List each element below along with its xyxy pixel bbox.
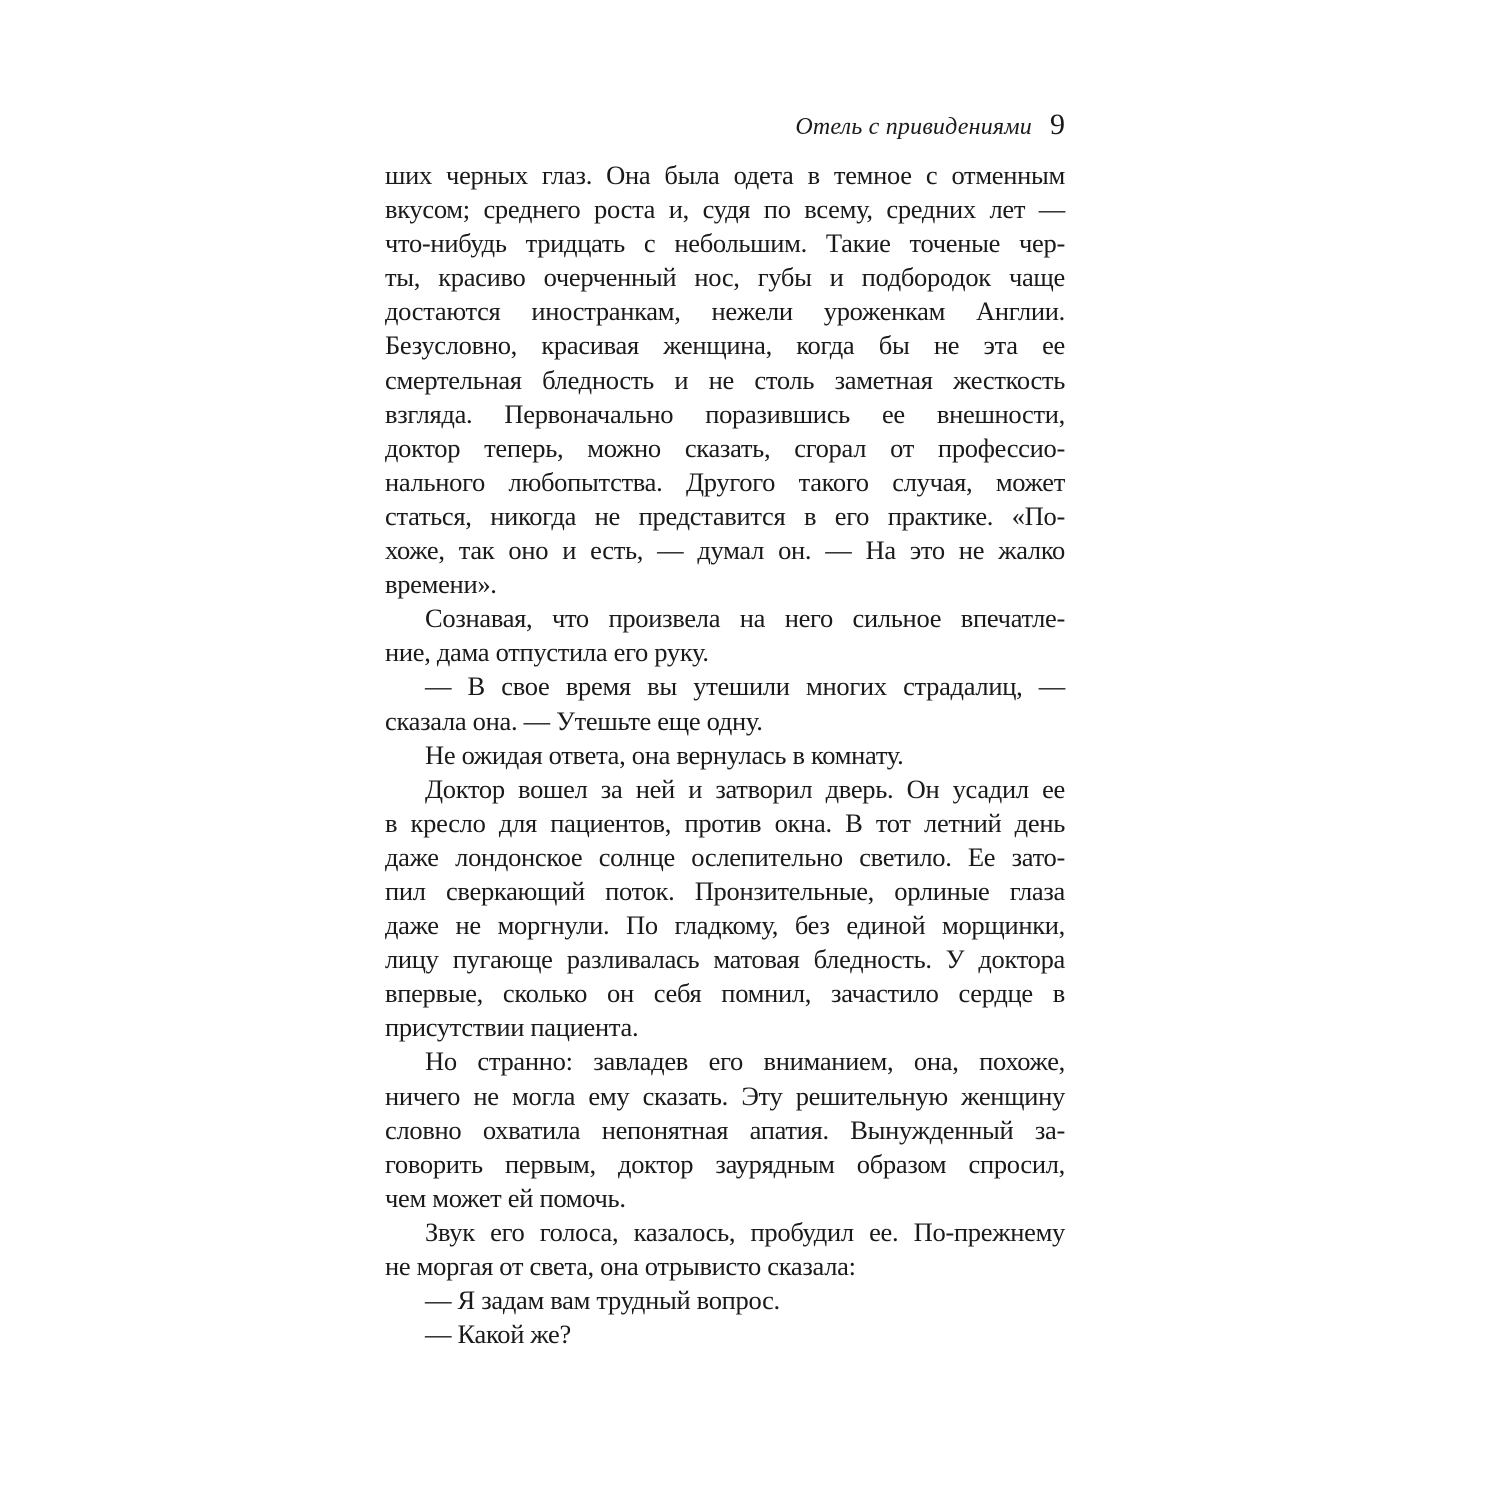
text-line: чем может ей помочь.: [385, 1182, 626, 1213]
text-line: в кресло для пациентов, против окна. В тот летний день: [385, 807, 1065, 838]
text-line: Безусловно, красивая женщина, когда бы не эта ее: [385, 330, 1065, 361]
text-line: лицу пугающе разливалась матовая бледность. У доктора: [385, 944, 1065, 975]
text-line: Но странно: завладев его вниманием, она, похоже,: [425, 1046, 1065, 1077]
text-line: не моргая от света, она отрывисто сказала:: [385, 1251, 856, 1281]
text-line: взгляда. Первоначально поразившись ее внешности,: [385, 398, 1065, 429]
text-line: — Какой же?: [425, 1319, 571, 1350]
text-line: — В свое время вы утешили многих страдалиц, —: [425, 671, 1065, 702]
body-text: [385, 158, 1065, 1351]
text-line: ние, дама отпустила его руку.: [385, 637, 709, 668]
page-number: 9: [1050, 108, 1065, 141]
running-title: Отель с привидениями: [795, 114, 1032, 140]
text-line: словно охватила непонятная апатия. Вынужденный за-: [385, 1114, 1065, 1145]
text-line: хоже, так оно и есть, — думал он. — На это не жалко: [385, 535, 1065, 566]
text-line: Не ожидая ответа, она вернулась в комнату.: [425, 739, 904, 770]
text-line: Доктор вошел за ней и затворил дверь. Он усадил ее: [425, 773, 1065, 804]
text-line: доктор теперь, можно сказать, сгорал от профессио-: [385, 432, 1065, 463]
text-line: даже не моргнули. По гладкому, без единой морщинки,: [385, 910, 1065, 941]
text-line: ничего не могла ему сказать. Эту решительную женщину: [385, 1080, 1065, 1111]
text-line: Сознавая, что произвела на него сильное впечатле-: [425, 603, 1065, 634]
text-line: что-нибудь тридцать с небольшим. Такие точеные чер-: [385, 228, 1065, 259]
text-line: впервые, сколько он себя помнил, зачастило сердце в: [385, 978, 1065, 1009]
text-line: — Я задам вам трудный вопрос.: [425, 1285, 780, 1316]
text-line: статься, никогда не представится в его практике. «По-: [385, 500, 1065, 531]
text-line: вкусом; среднего роста и, судя по всему, средних лет —: [385, 194, 1065, 225]
text-line: Звук его голоса, казалось, пробудил ее. По-прежнему: [425, 1216, 1065, 1247]
text-line: присутствии пациента.: [385, 1012, 639, 1043]
text-line: времени».: [385, 569, 497, 600]
text-line: даже лондонское солнце ослепительно светило. Ее зато-: [385, 841, 1065, 872]
text-line: говорить первым, доктор заурядным образом спросил,: [385, 1148, 1065, 1179]
text-line: нального любопытства. Другого такого случая, может: [385, 466, 1065, 497]
text-line: смертельная бледность и не столь заметная жесткость: [385, 364, 1065, 395]
running-head: [385, 108, 1065, 152]
text-line: достаются иностранкам, нежели уроженкам Англии.: [385, 296, 1065, 327]
book-page: [385, 108, 1065, 1351]
text-line: пил сверкающий поток. Пронзительные, орлиные глаза: [385, 875, 1065, 906]
text-line: ты, красиво очерченный нос, губы и подбородок чаще: [385, 262, 1065, 293]
text-line: ших черных глаз. Она была одета в темное с отменным: [385, 160, 1065, 190]
text-line: сказала она. — Утешьте еще одну.: [385, 705, 763, 736]
